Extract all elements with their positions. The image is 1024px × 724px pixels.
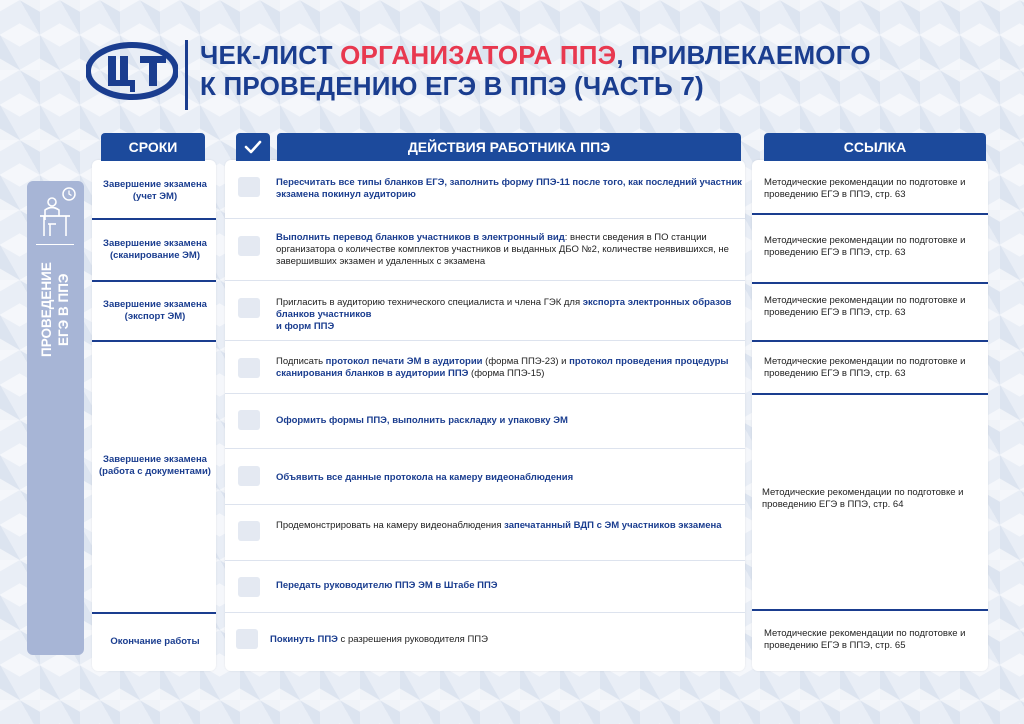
row-divider: [225, 560, 745, 561]
action-text-6: Объявить все данные протокола на камеру видеонаблюдения: [276, 472, 574, 483]
action-text-5: Оформить формы ППЭ, выполнить раскладку и упаковку ЭМ: [276, 415, 568, 426]
link-column-header: ССЫЛКА: [764, 133, 986, 161]
action-text-4: Подписать протокол печати ЭМ в аудитории (форма ППЭ-23) и протокол проведения процедуры сканирования бланков в аудитории ППЭ (форма ППЭ-15): [276, 356, 729, 379]
link-cell-3: Методические рекомендации по подготовке и проведению ЕГЭ в ППЭ, стр. 63: [764, 295, 966, 318]
actions-column-header: ДЕЙСТВИЯ РАБОТНИКА ППЭ: [277, 133, 741, 161]
action-text-1: Пересчитать все типы бланков ЕГЭ, заполнить форму ППЭ-11 после того, как последний участник экзамена покинул аудиторию: [276, 177, 742, 200]
row-divider: [225, 612, 745, 613]
date-cell-5: Окончание работы: [110, 636, 200, 647]
date-cell-1: Завершение экзамена (учет ЭМ): [103, 179, 207, 202]
page-title: ЧЕК-ЛИСТ ОРГАНИЗАТОРА ППЭ, ПРИВЛЕКАЕМОГО К ПРОВЕДЕНИЮ ЕГЭ В ППЭ (ЧАСТЬ 7): [200, 40, 871, 101]
row-divider: [92, 340, 216, 342]
action-checkbox-7[interactable]: [238, 521, 260, 541]
sidebar-divider: [36, 244, 74, 245]
date-cell-3: Завершение экзамена (экспорт ЭМ): [103, 299, 207, 322]
action-text-8: Передать руководителю ППЭ ЭМ в Штабе ППЭ: [276, 580, 498, 591]
row-divider: [92, 280, 216, 282]
row-divider: [225, 340, 745, 341]
dates-column-header: СРОКИ: [101, 133, 205, 161]
row-divider: [225, 393, 745, 394]
row-divider: [752, 609, 988, 611]
check-column-header: [236, 133, 270, 161]
sidebar-label: ПРОВЕДЕНИЕ ЕГЭ В ППЭ: [39, 262, 71, 358]
action-checkbox-4[interactable]: [238, 358, 260, 378]
action-checkbox-1[interactable]: [238, 177, 260, 197]
row-divider: [92, 612, 216, 614]
row-divider: [225, 504, 745, 505]
action-checkbox-6[interactable]: [238, 466, 260, 486]
date-cell-2: Завершение экзамена (сканирование ЭМ): [103, 238, 207, 261]
row-divider: [752, 340, 988, 342]
link-cell-5: Методические рекомендации по подготовке и проведению ЕГЭ в ППЭ, стр. 64: [762, 487, 964, 510]
row-divider: [225, 448, 745, 449]
link-cell-4: Методические рекомендации по подготовке и проведению ЕГЭ в ППЭ, стр. 63: [764, 356, 966, 379]
link-cell-2: Методические рекомендации по подготовке и проведению ЕГЭ в ППЭ, стр. 63: [764, 235, 966, 258]
row-divider: [752, 393, 988, 395]
row-divider: [92, 218, 216, 220]
exam-desk-clock-icon: [34, 186, 78, 242]
action-text-3: Пригласить в аудиторию технического специалиста и члена ГЭК для экспорта электронных образов бланков участников и форм ППЭ: [276, 297, 732, 332]
action-checkbox-5[interactable]: [238, 410, 260, 430]
row-divider: [752, 282, 988, 284]
action-checkbox-3[interactable]: [238, 298, 260, 318]
ftc-logo-icon: [86, 42, 178, 100]
row-divider: [225, 280, 745, 281]
action-text-9: Покинуть ППЭ с разрешения руководителя ППЭ: [270, 634, 488, 645]
link-cell-1: Методические рекомендации по подготовке и проведению ЕГЭ в ППЭ, стр. 63: [764, 177, 966, 200]
action-text-2: Выполнить перевод бланков участников в электронный вид: внести сведения в ПО станции организатора о количестве комплектов участников и выданных ДБО №2, количестве неявившихся, не завершивших экзамен и удаленных с экзамена: [276, 232, 729, 267]
title-divider: [185, 40, 188, 110]
action-checkbox-8[interactable]: [238, 577, 260, 597]
row-divider: [752, 213, 988, 215]
action-checkbox-2[interactable]: [238, 236, 260, 256]
link-cell-6: Методические рекомендации по подготовке и проведению ЕГЭ в ППЭ, стр. 65: [764, 628, 966, 651]
action-text-7: Продемонстрировать на камеру видеонаблюдения запечатанный ВДП с ЭМ участников экзамена: [276, 520, 722, 531]
checkmark-icon: [244, 140, 262, 154]
date-cell-4: Завершение экзамена (работа с документами): [99, 454, 211, 477]
action-checkbox-9[interactable]: [236, 629, 258, 649]
row-divider: [225, 218, 745, 219]
